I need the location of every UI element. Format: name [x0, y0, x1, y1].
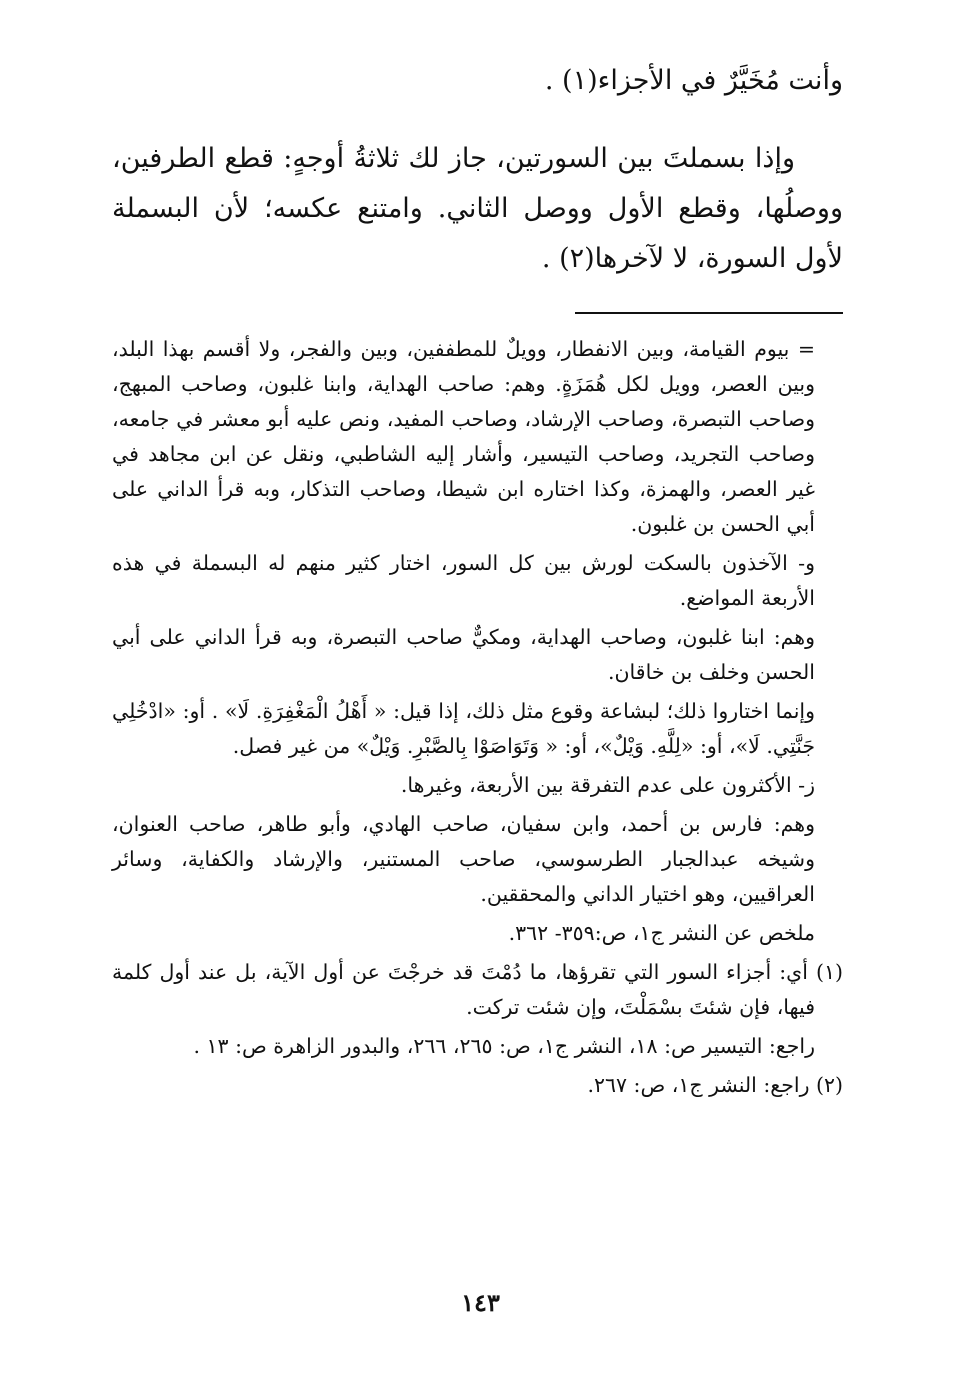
page-number: ١٤٣ [461, 1288, 500, 1317]
footnote-item-waw-names: وهم: ابنا غلبون، وصاحب الهداية، ومكيٌّ صاحب التبصرة، وبه قرأ الداني على أبي الحسن وخلف بن خاقان. [112, 625, 815, 684]
main-text [112, 56, 843, 284]
footnote-source: ملخص عن النشر ج١، ص:٣٥٩- ٣٦٢. [508, 921, 815, 945]
main-paragraph-1: وأنت مُخَيَّرٌ في الأجزاء(١) . [544, 65, 843, 96]
main-paragraph-2: وإذا بسملتَ بين السورتين، جاز لك ثلاثةُ أوجهٍ: قطع الطرفين، ووصلُها، وقطع الأول ووصل الثاني. وامتنع عكسه؛ لأن البسملة لأول السورة، لا لآخرها(٢) . [112, 143, 843, 274]
footnote-1-reference: راجع: التيسير ص: ١٨، النشر ج١، ص: ٢٦٥، ٢٦٦، والبدور الزاهرة ص: ١٣ . [193, 1034, 815, 1058]
footnote-item-waw: و- الآخذون بالسكت لورش بين كل السور، اختار كثير منهم له البسملة في هذه الأربعة المواضع. [112, 551, 815, 610]
footnote-item-reason: وإنما اختاروا ذلك؛ لبشاعة وقوع مثل ذلك، إذا قيل: « أَهْلُ الْمَغْفِرَةِ. لَا» . أو: «ادْخُلِي جَنَّتِي. لَا»، أو: «لِلَّهِ. وَيْلٌ»، أو: « وَتَوَاصَوْا بِالصَّبْرِ. وَيْلٌ» من غير فصل. [112, 699, 815, 758]
footnote-continuation: = بيوم القيامة، وبين الانفطار، وويلٌ للمطففين، وبين والفجر، ولا أقسم بهذا البلد، وبين العصر، وويل لكل هُمَزَةٍ. وهم: صاحب الهداية، وابنا غلبون، وصاحب المبهج، وصاحب التبصرة، وصاحب الإرشاد، وصاحب المفيد، ونص عليه أبو معشر في جامعه، وصاحب التجريد، وصاحب التيسير، وأشار إليه الشاطبي، ونقل عن ابن مجاهد في غير العصر، والهمزة، وكذا اختاره ابن شيطا، وصاحب التذكار، وبه قرأ الداني على أبي الحسن بن غلبون. [112, 337, 815, 536]
page-body [112, 56, 843, 1107]
footnote-item-zay: ز- الأكثرون على عدم التفرقة بين الأربعة، وغيرها. [400, 773, 815, 797]
footnotes [112, 332, 843, 1103]
footnote-item-zay-names: وهم: فارس بن أحمد، وابن سفيان، صاحب الهادي، وأبو طاهر، صاحب العنوان، وشيخه عبدالجبار الطرسوسي، صاحب المستنير، والإرشاد والكفاية، وسائر العراقيين، وهو اختيار الداني والمحققين. [112, 812, 815, 906]
footnote-1: (١) أي: أجزاء السور التي تقرؤها، ما دُمْتَ قد خرجْتَ عن أول الآية، بل عند أول كلمة فيها، فإن شئتَ بسْمَلْتَ، وإن شئت تركت. [112, 960, 843, 1019]
footnote-separator [575, 312, 843, 314]
footnote-2: (٢) راجع: النشر ج١، ص: ٢٦٧. [587, 1073, 843, 1097]
